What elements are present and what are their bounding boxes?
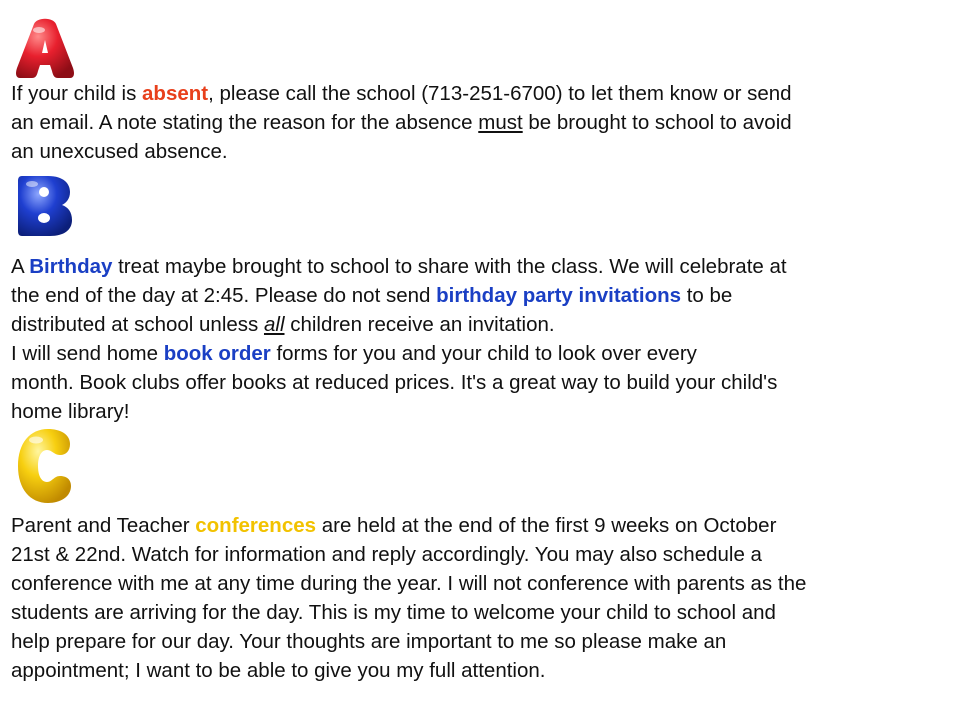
text: A: [11, 255, 30, 278]
conferences-line-6: appointment; I want to be able to give you my full attention.: [11, 659, 546, 682]
letter-b-icon: [14, 172, 76, 240]
conferences-line-3: conference with me at any time during the year. I will not conference with parents as the: [11, 572, 807, 595]
letter-a-icon: [14, 16, 76, 82]
conferences-line-4: students are arriving for the day. This is my time to welcome your child to school and: [11, 601, 776, 624]
conferences-line-5: help prepare for our day. Your thoughts are important to me so please make an: [11, 630, 727, 653]
absent-highlight: absent: [142, 82, 209, 105]
text: treat maybe brought to school to share with the class. We will celebrate at: [112, 255, 787, 278]
must-underlined: must: [478, 111, 523, 134]
birthday-line-1: [11, 252, 951, 281]
invitations-highlight: birthday party invitations: [436, 284, 682, 307]
text: are held at the end of the first 9 weeks on October: [316, 514, 777, 537]
birthday-line-3: [11, 310, 951, 339]
conferences-line-1: [11, 511, 951, 540]
text: If your child is: [11, 82, 143, 105]
birthday-line-2: [11, 281, 951, 310]
text: I will send home: [11, 342, 164, 365]
text: distributed at school unless: [11, 313, 264, 336]
book-order-line-2: month. Book clubs offer books at reduced prices. It's a great way to build your child's: [11, 371, 778, 394]
text: an email. A note stating the reason for the absence: [11, 111, 479, 134]
text: Parent and Teacher: [11, 514, 196, 537]
absence-line-1: [11, 79, 951, 108]
absence-line-3: an unexcused absence.: [11, 140, 228, 163]
birthday-paragraph: [11, 252, 951, 426]
text: children receive an invitation.: [284, 313, 555, 336]
book-order-highlight: book order: [163, 342, 271, 365]
conferences-line-2: 21st & 22nd. Watch for information and reply accordingly. You may also schedule a: [11, 543, 762, 566]
book-order-line-3: home library!: [11, 400, 130, 423]
letter-c-icon: [14, 426, 76, 506]
birthday-highlight: Birthday: [29, 255, 113, 278]
all-italic-underlined: all: [263, 313, 285, 336]
conferences-highlight: conferences: [195, 514, 317, 537]
text: forms for you and your child to look over every: [270, 342, 697, 365]
text: , please call the school (713-251-6700) to let them know or send: [208, 82, 792, 105]
text: the end of the day at 2:45. Please do not send: [11, 284, 437, 307]
conferences-paragraph: [11, 511, 951, 685]
absence-paragraph: [11, 79, 951, 166]
text: be brought to school to avoid: [522, 111, 792, 134]
text: to be: [681, 284, 733, 307]
book-order-line-1: [11, 339, 951, 368]
absence-line-2: [11, 108, 951, 137]
